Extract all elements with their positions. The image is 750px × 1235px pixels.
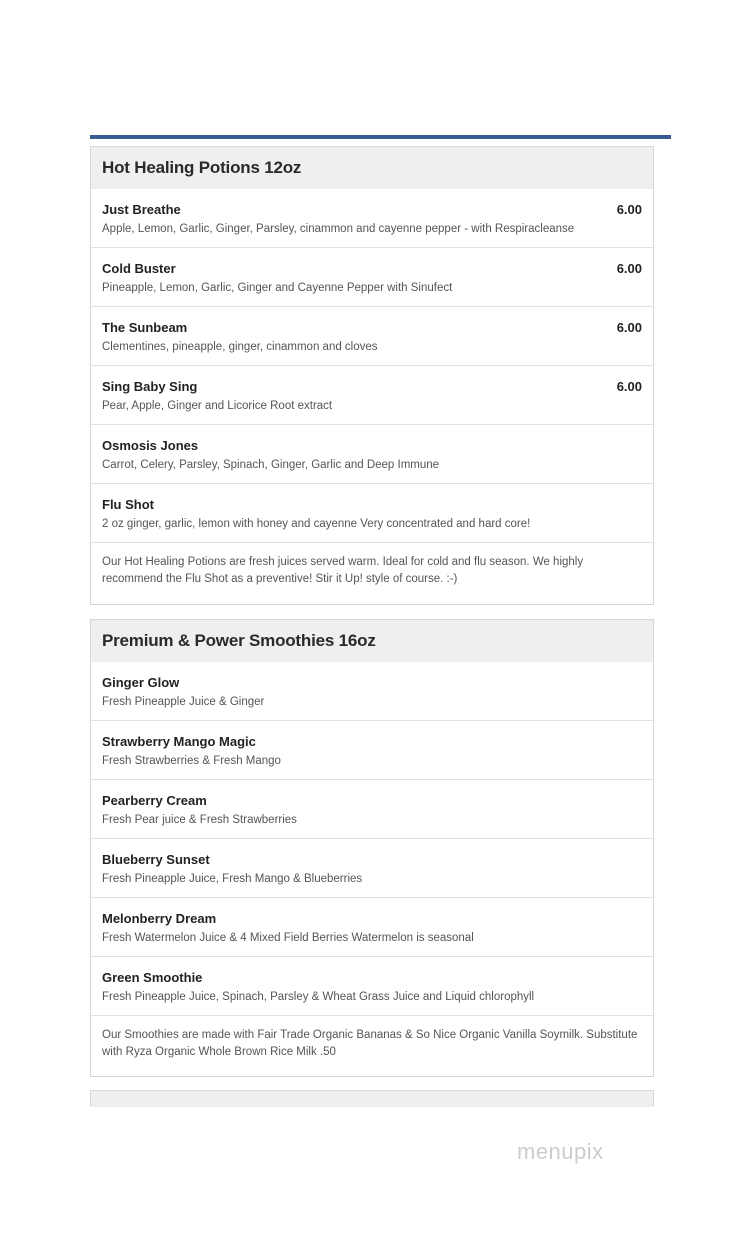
watermark-logo: menupix <box>517 1139 604 1164</box>
item-description: Fresh Pear juice & Fresh Strawberries <box>102 814 297 826</box>
menu-item <box>91 780 653 839</box>
item-name: Blueberry Sunset <box>102 852 210 867</box>
menu-item <box>91 366 653 425</box>
item-name: Melonberry Dream <box>102 911 217 926</box>
item-name: Flu Shot <box>102 497 154 512</box>
section-title-partial <box>91 1091 653 1107</box>
item-description: Carrot, Celery, Parsley, Spinach, Ginger, Garlic and Deep Immune <box>102 459 440 471</box>
item-name: Pearberry Cream <box>102 793 207 808</box>
item-name: Strawberry Mango Magic <box>102 734 256 749</box>
menu-item <box>91 425 653 484</box>
item-description: 2 oz ginger, garlic, lemon with honey and cayenne Very concentrated and hard core! <box>102 518 531 530</box>
item-price: 6.00 <box>616 320 642 335</box>
menu-item <box>91 189 653 248</box>
item-description: Fresh Pineapple Juice, Fresh Mango & Blueberries <box>102 873 363 885</box>
item-name: Green Smoothie <box>102 970 203 985</box>
menu-item <box>91 721 653 780</box>
item-description: Fresh Watermelon Juice & 4 Mixed Field Berries Watermelon is seasonal <box>102 932 474 944</box>
item-name: The Sunbeam <box>102 320 188 335</box>
menu-item <box>91 484 653 543</box>
menu-section-premium-smoothies <box>90 619 654 1077</box>
menu-item <box>91 898 653 957</box>
section-title: Hot Healing Potions 12oz <box>91 147 653 189</box>
menu-section-hot-healing-potions <box>90 146 654 605</box>
menu-section-partial <box>90 1090 654 1106</box>
item-name: Just Breathe <box>102 202 181 217</box>
item-description: Clementines, pineapple, ginger, cinammon and cloves <box>102 341 378 353</box>
item-name: Osmosis Jones <box>102 438 199 453</box>
item-description: Fresh Pineapple Juice & Ginger <box>102 696 265 708</box>
menu-item <box>91 307 653 366</box>
item-description: Apple, Lemon, Garlic, Ginger, Parsley, cinammon and cayenne pepper - with Respiracleanse <box>102 223 575 235</box>
item-name: Sing Baby Sing <box>102 379 198 394</box>
section-note: Our Hot Healing Potions are fresh juices served warm. Ideal for cold and flu season. We highly recommend the Flu Shot as a preventive! Stir it Up! style of course. :-) <box>102 556 584 585</box>
item-name: Ginger Glow <box>102 675 180 690</box>
item-price: 6.00 <box>616 261 642 276</box>
menu-item <box>91 248 653 307</box>
item-name: Cold Buster <box>102 261 176 276</box>
menu-item <box>91 957 653 1016</box>
section-note: Our Smoothies are made with Fair Trade Organic Bananas & So Nice Organic Vanilla Soymilk. Substitute with Ryza Organic Whole Brown Rice Milk .50 <box>102 1029 638 1058</box>
item-description: Fresh Strawberries & Fresh Mango <box>102 755 281 767</box>
menu-item <box>91 662 653 721</box>
section-title: Premium & Power Smoothies 16oz <box>91 620 653 662</box>
item-price: 6.00 <box>616 379 642 394</box>
top-accent-bar <box>90 135 671 139</box>
item-description: Fresh Pineapple Juice, Spinach, Parsley & Wheat Grass Juice and Liquid chlorophyll <box>102 991 535 1003</box>
item-description: Pineapple, Lemon, Garlic, Ginger and Cayenne Pepper with Sinufect <box>102 282 453 294</box>
item-description: Pear, Apple, Ginger and Licorice Root extract <box>102 400 333 412</box>
item-price: 6.00 <box>616 202 642 217</box>
menu-item <box>91 839 653 898</box>
